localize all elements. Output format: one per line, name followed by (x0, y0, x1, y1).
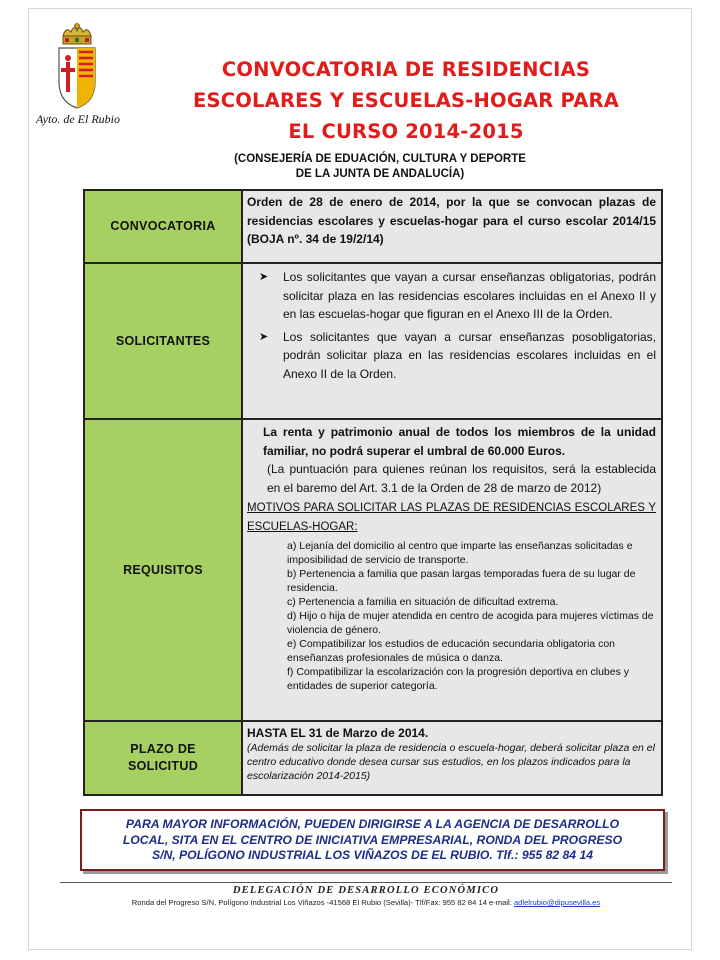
label-line: PLAZO DE (130, 742, 196, 756)
puntuacion-text: (La puntuación para quienes reúnan los requisitos, será la establecida en el baremo del Art. 3.1 de la Orden de 28 de marzo de 2012) (267, 462, 656, 495)
list-item: f) Compatibilizar la escolarización con la progresión deportiva en clubes y entidades de superior categoría. (287, 666, 630, 692)
table-row-plazo (84, 721, 662, 795)
info-table (83, 189, 663, 796)
page-subtitle (170, 152, 590, 182)
list-item: b) Pertenencia a familia que pasan largas temporadas fuera de su lugar de residencia. (287, 568, 636, 594)
list-item: e) Compatibilizar los estudios de educación secundaria obligatoria con enseñanzas profesionales de música o danza. (287, 638, 616, 664)
info-line: LOCAL, SITA EN EL CENTRO DE INICIATIVA EMPRESARIAL, RONDA DEL PROGRESO (122, 832, 623, 847)
row-label-plazo (84, 721, 242, 795)
coat-of-arms-logo (54, 22, 100, 112)
motivos-heading: MOTIVOS PARA SOLICITAR LAS PLAZAS DE RESIDENCIAS ESCOLARES Y ESCUELAS-HOGAR: (247, 502, 656, 533)
info-line: PARA MAYOR INFORMACIÓN, PUEDEN DIRIGIRSE A LA AGENCIA DE DESARROLLO (125, 817, 620, 831)
list-item (247, 268, 656, 324)
email-link[interactable]: adlelrubio@dipusevilla.es (513, 898, 601, 907)
subtitle-line: DE LA JUNTA DE ANDALUCÍA) (295, 168, 465, 180)
subtitle-line: (CONSEJERÍA DE EDUACIÓN, CULTURA Y DEPORTE (234, 153, 526, 165)
bullet-text: Los solicitantes que vayan a cursar enseñanzas posobligatorias, podrán solicitar plaza en las residencias escolares incluidas en el Anexo II de la Orden. (283, 329, 656, 381)
bullet-text: Los solicitantes que vayan a cursar enseñanzas obligatorias, podrán solicitar plaza en las residencias escolares incluidas en el Anexo II y en las escuelas-hogar que figuran en el Anexo III de la Orden. (283, 270, 656, 321)
convocatoria-text: Orden de 28 de enero de 2014, por la que se convocan plazas de residencias escolares y escuelas-hogar para el curso escolar 2014/15 (BOJA nº. 34 de 19/2/14) (242, 190, 662, 263)
title-line: CONVOCATORIA DE RESIDENCIAS (221, 58, 591, 81)
label-line: SOLICITUD (127, 759, 199, 773)
solicitantes-content (242, 263, 662, 419)
info-line: S/N, POLÍGONO INDUSTRIAL LOS VIÑAZOS DE EL RUBIO. Tlf.: 955 82 84 14 (151, 848, 594, 862)
table-row-requisitos (84, 419, 662, 721)
plazo-note: (Además de solicitar la plaza de residencia o escuela-hogar, deberá solicitar plaza en el centro educativo donde desea cursar sus estudios, en los plazos indicados para la escolarización 2014-2015) (247, 742, 655, 782)
row-label-requisitos: REQUISITOS (84, 419, 242, 721)
motivos-list (247, 536, 656, 696)
table-row-convocatoria (84, 190, 662, 263)
list-item (247, 328, 656, 384)
footer-title: DELEGACIÓN DE DESARROLLO ECONÓMICO (232, 885, 500, 896)
title-line: EL CURSO 2014-2015 (288, 120, 524, 143)
requisitos-content (242, 419, 662, 721)
arrow-bullet-icon: ➤ (259, 330, 269, 343)
arrow-bullet-icon: ➤ (259, 271, 269, 283)
contact-info-box (80, 809, 665, 871)
table-row-solicitantes (84, 263, 662, 419)
footer-address (60, 898, 672, 907)
list-item: d) Hijo o hija de mujer atendida en centro de acogida para mujeres víctimas de violencia de género. (287, 610, 654, 636)
ayto-label: Ayto. de El Rubio (36, 112, 120, 126)
list-item: c) Pertenencia a familia en situación de dificultad extrema. (287, 596, 559, 608)
deadline-text: HASTA EL 31 de Marzo de 2014. (247, 726, 429, 740)
footer-divider (60, 882, 672, 883)
renta-text: La renta y patrimonio anual de todos los miembros de la unidad familiar, no podrá superar el umbral de 60.000 Euros. (263, 425, 656, 458)
page-title (126, 54, 686, 147)
title-line: ESCOLARES Y ESCUELAS-HOGAR PARA (192, 89, 620, 112)
plazo-content (242, 721, 662, 795)
row-label-solicitantes: SOLICITANTES (84, 263, 242, 419)
address-text: Ronda del Progreso S/N, Polígono Industrial Los Viñazos -41568 El Rubio (Sevilla)- Tlf/Fax: 955 82 84 14 e-mail: (131, 898, 514, 907)
list-item: a) Lejanía del domicilio al centro que imparte las enseñanzas solicitadas e imposibilidad de servicio de transporte. (287, 540, 633, 566)
row-label-convocatoria: CONVOCATORIA (84, 190, 242, 263)
